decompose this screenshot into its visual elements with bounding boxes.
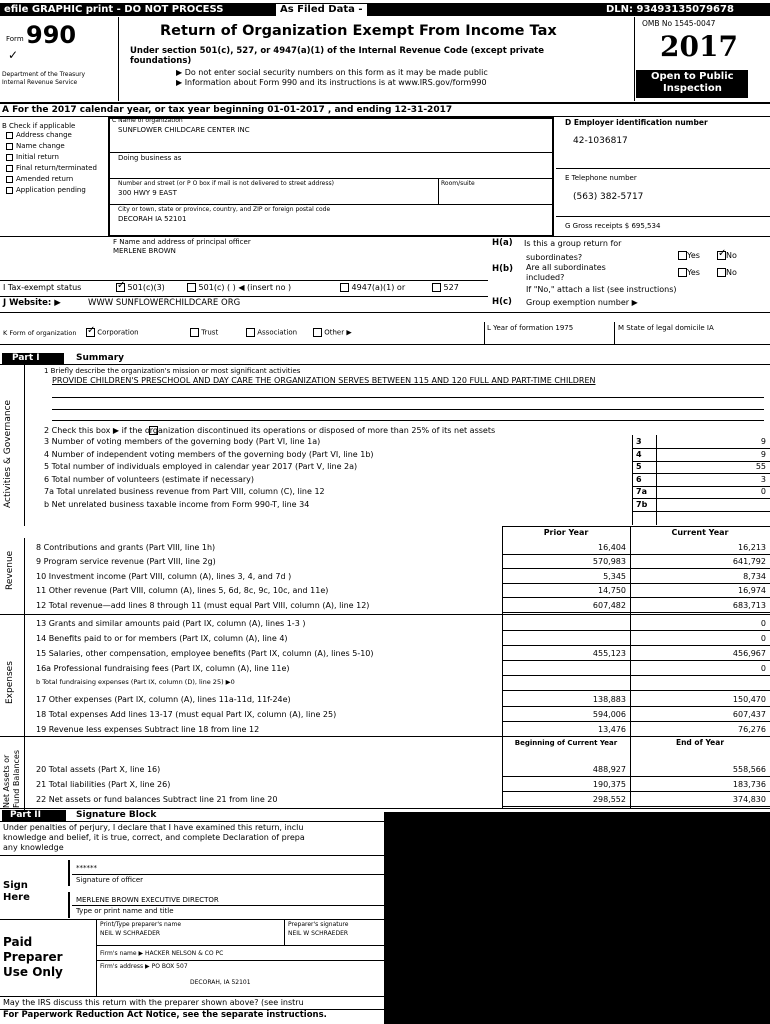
gov-line-num: 7b xyxy=(636,500,648,509)
section-b-checkbox[interactable] xyxy=(6,154,13,161)
section-b-item[interactable] xyxy=(6,142,65,150)
prep-sig-label: Preparer's signature xyxy=(288,921,349,928)
paid-label-3: Use Only xyxy=(3,965,63,979)
penalty-2: knowledge and belief, it is true, correct, and complete Declaration of prepa xyxy=(3,833,305,842)
mission-line-2 xyxy=(52,397,764,398)
form-title: Return of Organization Exempt From Income Tax xyxy=(160,23,557,39)
hb-no-checkbox[interactable] xyxy=(717,268,726,277)
section-b-label: Name change xyxy=(16,142,65,150)
corporation-checkbox[interactable] xyxy=(86,328,95,337)
section-b-label: Application pending xyxy=(16,186,86,194)
part1-title: Summary xyxy=(76,353,125,363)
rule-k xyxy=(0,344,770,345)
room-label: Room/suite xyxy=(441,180,475,187)
financial-line-rule xyxy=(502,736,770,737)
tax-year: 2017 xyxy=(660,30,738,63)
hc-label: H(c) xyxy=(492,297,512,307)
financial-line-prior: 594,006 xyxy=(592,709,626,719)
side-divider-gov xyxy=(24,365,25,526)
as-filed-label: As Filed Data - xyxy=(276,4,367,16)
fin-col-divider-2 xyxy=(630,526,631,808)
section-b-checkbox[interactable] xyxy=(6,143,13,150)
financial-line-current: 0 xyxy=(760,664,766,674)
rule-rev-exp xyxy=(0,614,770,615)
ha-text2: subordinates? xyxy=(526,253,583,262)
section-b-label: Address change xyxy=(16,131,72,139)
status-501c3[interactable] xyxy=(116,283,165,292)
paid-label-2: Preparer xyxy=(3,950,63,964)
financial-line-current: 8,734 xyxy=(743,571,766,581)
financial-line-text: 20 Total assets (Part X, line 16) xyxy=(36,765,161,774)
website-label: J Website: ▶ xyxy=(3,298,61,308)
year-formation: L Year of formation 1975 xyxy=(487,324,574,332)
sign-marker-1 xyxy=(68,860,70,886)
ha-label: H(a) xyxy=(492,238,513,248)
ha-no-label: No xyxy=(726,251,737,260)
section-b-label: Final return/terminated xyxy=(16,164,97,172)
financial-line-text: 17 Other expenses (Part IX, column (A), lines 11a-11d, 11f-24e) xyxy=(36,694,291,704)
gov-line-text: 7a Total unrelated business revenue from Part VIII, column (C), line 12 xyxy=(44,487,325,497)
section-b-item[interactable] xyxy=(6,131,72,139)
city-label: City or town, state or province, country, and ZIP or foreign postal code xyxy=(118,206,331,213)
financial-line-text: 22 Net assets or fund balances Subtract line 21 from line 20 xyxy=(36,794,278,804)
status-4947[interactable] xyxy=(340,283,405,292)
financial-line-text: b Total fundraising expenses (Part IX, column (D), line 25) ▶0 xyxy=(36,678,235,687)
divider-l xyxy=(484,322,485,344)
org-trust[interactable] xyxy=(190,328,218,337)
financial-line-rule xyxy=(502,597,770,598)
gov-col-divider-1 xyxy=(632,435,633,525)
gov-line-text: 3 Number of voting members of the governing body (Part VI, line 1a) xyxy=(44,437,321,446)
dept-irs: Internal Revenue Service xyxy=(2,79,78,86)
line-a: A For the 2017 calendar year, or tax year beginning 01-01-2017 , and ending 12-31-2017 xyxy=(2,105,453,115)
part1-tag: Part I xyxy=(12,353,40,363)
financial-line-prior: 5,345 xyxy=(603,571,626,581)
rule-phone xyxy=(556,216,770,217)
header-divider-left xyxy=(118,17,119,101)
efile-label: efile GRAPHIC print - DO NOT PROCESS xyxy=(4,4,224,15)
financial-line-current: 16,213 xyxy=(738,543,766,552)
side-revenue: Revenue xyxy=(5,550,15,590)
corporation-label: Corporation xyxy=(97,328,139,337)
other-label: Other ▶ xyxy=(324,328,352,337)
financial-line-rule xyxy=(502,645,770,646)
form-label: Form xyxy=(6,35,24,43)
hb-text: Are all subordinates xyxy=(526,263,606,272)
officer-name-label: Type or print name and title xyxy=(76,907,174,915)
financial-line-prior: 14,750 xyxy=(598,586,626,596)
prep-name-label: Print/Type preparer's name xyxy=(100,921,182,928)
status-4947-checkbox[interactable] xyxy=(340,283,349,292)
financial-line-rule xyxy=(502,612,770,613)
side-expenses: Expenses xyxy=(5,661,15,704)
rule-paid xyxy=(0,996,384,997)
officer-value: MERLENE BROWN xyxy=(113,247,176,255)
financial-line-text: 10 Investment income (Part VIII, column (A), lines 3, 4, and 7d ) xyxy=(36,571,292,581)
gov-line-value: 3 xyxy=(760,474,766,484)
hb-yes-checkbox[interactable] xyxy=(678,268,687,277)
rule-col-header xyxy=(502,526,770,527)
gov-line-num: 3 xyxy=(636,437,642,446)
section-b-item[interactable] xyxy=(6,175,73,183)
org-name: SUNFLOWER CHILDCARE CENTER INC xyxy=(118,126,250,134)
divider-m xyxy=(614,322,615,344)
financial-line-prior: 138,883 xyxy=(592,694,626,704)
financial-line-text: 14 Benefits paid to or for members (Part IX, column (A), line 4) xyxy=(36,634,288,644)
section-b-checkbox[interactable] xyxy=(6,176,13,183)
paid-label-1: Paid xyxy=(3,935,33,949)
financial-line-rule xyxy=(502,675,770,676)
financial-line-rule xyxy=(502,776,770,777)
state-domicile: M State of legal domicile IA xyxy=(618,324,714,332)
rule-street xyxy=(110,178,552,179)
section-b-label: Amended return xyxy=(16,175,74,183)
financial-line-text: 18 Total expenses Add lines 13-17 (must equal Part IX, column (A), line 25) xyxy=(36,709,337,719)
rule-i xyxy=(0,296,488,297)
form-number: 990 xyxy=(26,21,77,49)
financial-line-prior: 13,476 xyxy=(598,724,626,734)
phone-value: (563) 382-5717 xyxy=(573,192,644,202)
prep-name: NEIL W SCHRAEDER xyxy=(100,930,161,937)
financial-line-rule xyxy=(502,690,770,691)
org-name-label: C Name of organization xyxy=(112,117,183,124)
ha-yes-checkbox[interactable] xyxy=(678,251,687,260)
dba-label: Doing business as xyxy=(118,154,182,162)
rule-prep xyxy=(96,945,384,946)
financial-line-text: 16a Professional fundraising fees (Part IX, column (A), line 11e) xyxy=(36,664,290,674)
ha-no-checkbox[interactable] xyxy=(717,251,726,260)
status-527-checkbox[interactable] xyxy=(432,283,441,292)
penalty-1: Under penalties of perjury, I declare that I have examined this return, inclu xyxy=(3,823,304,832)
rule-firm xyxy=(96,960,384,961)
rule-sign xyxy=(0,919,384,920)
gov-line-value: 55 xyxy=(755,462,766,472)
dln-label: DLN: 93493135079678 xyxy=(606,4,734,15)
financial-line-current: 0 xyxy=(760,634,766,644)
rule-c xyxy=(0,236,770,237)
association-checkbox[interactable] xyxy=(246,328,255,337)
financial-line-current: 607,437 xyxy=(732,709,766,719)
gov-line-rule xyxy=(632,511,770,512)
financial-line-current: 641,792 xyxy=(732,557,766,567)
penalty-3: any knowledge xyxy=(3,843,64,852)
hb-no-label: No xyxy=(726,268,737,277)
financial-line-current: 374,830 xyxy=(732,794,766,804)
financial-line-current: 0 xyxy=(760,619,766,628)
status-501c[interactable] xyxy=(187,283,291,292)
gov-line-rule xyxy=(632,498,770,499)
financial-line-rule xyxy=(502,630,770,631)
section-b-title: B Check if applicable xyxy=(2,122,76,130)
rule-dba xyxy=(110,152,552,153)
financial-line-text: 12 Total revenue—add lines 8 through 11 (must equal Part VIII, column (A), line 12) xyxy=(36,600,370,610)
financial-line-prior: 190,375 xyxy=(592,779,626,789)
financial-line-prior: 16,404 xyxy=(598,543,626,552)
paperwork-notice: For Paperwork Reduction Act Notice, see the separate instructions. xyxy=(3,1010,327,1020)
status-501c-label: 501(c) ( ) ◀ (insert no ) xyxy=(198,283,292,292)
rule-penalty xyxy=(0,855,384,856)
sig-stars: ****** xyxy=(76,864,97,872)
firm-address: Firm's address ▶ PO BOX 507 xyxy=(100,963,188,970)
section-b-item[interactable] xyxy=(6,186,86,194)
gov-line-text: 4 Number of independent voting members of the governing body (Part VI, line 1b) xyxy=(44,449,374,459)
rule-city xyxy=(110,204,552,205)
mission-line-3 xyxy=(52,409,764,410)
gov-line-text: b Net unrelated business taxable income from Form 990-T, line 34 xyxy=(44,500,310,509)
part2-title: Signature Block xyxy=(76,810,157,820)
officer-label: F Name and address of principal officer xyxy=(113,238,251,246)
gov-line-text: 6 Total number of volunteers (estimate if necessary) xyxy=(44,474,254,484)
side-governance: Activities & Governance xyxy=(3,399,13,508)
form-subtitle-2: foundations) xyxy=(130,56,192,66)
financial-line-text: 11 Other revenue (Part VIII, column (A), lines 5, 6d, 8c, 9c, 10c, and 11e) xyxy=(36,586,329,596)
street-value: 300 HWY 9 EAST xyxy=(118,189,177,197)
line-2: 2 Check this box ▶ if the organization discontinued its operations or disposed of more than 25% of its net assets xyxy=(44,426,496,435)
col-current-year: Current Year xyxy=(671,528,729,537)
rule-part1 xyxy=(0,364,770,365)
dept-treasury: Department of the Treasury xyxy=(2,71,86,78)
financial-line-text: 9 Program service revenue (Part VIII, line 2g) xyxy=(36,557,216,567)
omb-number: OMB No 1545-0047 xyxy=(642,19,716,28)
financial-line-prior: 455,123 xyxy=(592,649,626,659)
financial-line-rule xyxy=(502,806,770,807)
mission-label: 1 Briefly describe the organization's mission or most significant activities xyxy=(44,367,301,375)
col-begin-year: Beginning of Current Year xyxy=(514,739,618,747)
status-501c3-checkbox[interactable] xyxy=(116,283,125,292)
paid-divider xyxy=(96,920,97,996)
status-527[interactable] xyxy=(432,283,459,292)
financial-line-text: 8 Contributions and grants (Part VIII, line 1h) xyxy=(36,543,216,552)
website-value[interactable]: WWW SUNFLOWERCHILDCARE ORG xyxy=(88,298,241,308)
gov-line-num: 7a xyxy=(636,487,647,497)
redacted-area xyxy=(384,812,770,1024)
hc-text: Group exemption number ▶ xyxy=(526,298,638,307)
ein-label: D Employer identification number xyxy=(565,118,708,127)
section-b-item[interactable] xyxy=(6,164,97,172)
gov-line-value: 9 xyxy=(760,449,766,459)
firm-city: DECORAH, IA 52101 xyxy=(190,979,251,986)
city-value: DECORAH IA 52101 xyxy=(118,215,187,223)
mission-line-4 xyxy=(52,420,764,421)
financial-line-prior: 298,552 xyxy=(592,794,626,804)
financial-line-current: 150,470 xyxy=(732,694,766,704)
section-b-checkbox[interactable] xyxy=(6,165,13,172)
status-4947-label: 4947(a)(1) or xyxy=(351,283,406,292)
form-org-label: K Form of organization xyxy=(3,329,77,337)
col-end-year: End of Year xyxy=(675,738,725,747)
rule-part2 xyxy=(0,808,770,809)
rule-part2-title xyxy=(0,821,384,822)
other-checkbox[interactable] xyxy=(313,328,322,337)
financial-line-current: 76,276 xyxy=(738,724,766,734)
gross-receipts: G Gross receipts $ 695,534 xyxy=(565,222,661,230)
gov-col-divider-2 xyxy=(656,435,657,525)
sign-label-2: Here xyxy=(3,892,30,903)
financial-line-current: 183,736 xyxy=(732,779,766,789)
form-subtitle-1: Under section 501(c), 527, or 4947(a)(1) of the Internal Revenue Code (except private xyxy=(130,46,545,56)
financial-line-prior: 488,927 xyxy=(592,765,626,774)
sign-marker-2 xyxy=(68,892,70,918)
rule-ein xyxy=(556,168,770,169)
financial-line-rule xyxy=(502,583,770,584)
instruction-1: ▶ Do not enter social security numbers on this form as it may be made public xyxy=(176,68,488,77)
gov-line-num: 5 xyxy=(636,462,642,472)
financial-line-rule xyxy=(502,721,770,722)
gov-line-text: 5 Total number of individuals employed in calendar year 2017 (Part V, line 2a) xyxy=(44,462,358,472)
rule-officer-name xyxy=(72,905,384,906)
phone-label: E Telephone number xyxy=(565,174,637,182)
mission-value: PROVIDE CHILDREN'S PRESCHOOL AND DAY CARE THE ORGANIZATION SERVES BETWEEN 115 AND 120 FULL AND PART-TIME CHILDREN xyxy=(52,376,596,385)
financial-line-current: 16,974 xyxy=(738,586,766,596)
side-net-1: Net Assets or xyxy=(2,754,11,808)
hb-text2: included? xyxy=(526,273,565,282)
open-inspection-2: Inspection xyxy=(663,83,722,94)
financial-line-prior: 607,482 xyxy=(592,600,626,610)
gov-line-num: 6 xyxy=(636,474,642,484)
sign-label-1: Sign xyxy=(3,880,28,891)
financial-line-current: 683,713 xyxy=(732,600,766,610)
financial-line-text: 13 Grants and similar amounts paid (Part IX, column (A), lines 1-3 ) xyxy=(36,619,306,628)
financial-line-prior: 570,983 xyxy=(592,557,626,567)
financial-line-current: 456,967 xyxy=(732,649,766,659)
section-b-label: Initial return xyxy=(16,153,59,161)
prep-sig: NEIL W SCHRAEDER xyxy=(288,930,349,937)
financial-line-current: 558,566 xyxy=(732,765,766,774)
rule-sig xyxy=(72,874,384,875)
hb-note: If "No," attach a list (see instructions) xyxy=(526,285,677,294)
hb-no[interactable] xyxy=(717,268,737,277)
ha-no[interactable] xyxy=(717,251,737,260)
discuss-question: May the IRS discuss this return with the preparer shown above? (see instru xyxy=(3,998,304,1007)
status-501c3-label: 501(c)(3) xyxy=(127,283,165,292)
hb-label: H(b) xyxy=(492,264,513,274)
rule-j xyxy=(0,312,770,313)
prep-sig-divider xyxy=(284,920,285,945)
instruction-2: ▶ Information about Form 990 and its instructions is at www.IRS.gov/form990 xyxy=(176,78,487,87)
status-501c-checkbox[interactable] xyxy=(187,283,196,292)
trust-checkbox[interactable] xyxy=(190,328,199,337)
tax-status-label: I Tax-exempt status xyxy=(3,283,82,292)
discontinued-checkbox[interactable] xyxy=(149,426,158,435)
org-association[interactable] xyxy=(246,328,297,337)
officer-name: MERLENE BROWN EXECUTIVE DIRECTOR xyxy=(76,896,219,904)
financial-line-text: 19 Revenue less expenses Subtract line 18 from line 12 xyxy=(36,724,260,734)
association-label: Association xyxy=(257,328,298,337)
financial-line-text: 21 Total liabilities (Part X, line 26) xyxy=(36,779,171,789)
financial-line-rule xyxy=(502,660,770,661)
rule-f xyxy=(0,280,488,281)
gov-line-value: 9 xyxy=(760,437,766,446)
header-divider-right xyxy=(634,17,635,101)
status-527-label: 527 xyxy=(443,283,459,292)
financial-line-rule xyxy=(502,554,770,555)
part2-tag: Part II xyxy=(10,810,41,820)
section-b-checkbox[interactable] xyxy=(6,187,13,194)
section-b-item[interactable] xyxy=(6,153,59,161)
financial-line-rule xyxy=(502,791,770,792)
street-label: Number and street (or P O box if mail is not delivered to street address) xyxy=(118,180,334,187)
trust-label: Trust xyxy=(201,328,219,337)
org-other[interactable] xyxy=(313,328,352,337)
financial-line-text: 15 Salaries, other compensation, employee benefits (Part IX, column (A), lines 5-10) xyxy=(36,649,374,659)
gov-line-value: 0 xyxy=(760,487,766,497)
room-divider xyxy=(438,178,439,204)
financial-line-rule xyxy=(502,706,770,707)
ha-text: Is this a group return for xyxy=(524,239,622,248)
side-net-2: Fund Balances xyxy=(12,750,21,808)
hb-yes-label: Yes xyxy=(687,268,700,277)
org-corporation[interactable] xyxy=(86,328,139,337)
ha-yes[interactable] xyxy=(678,251,700,260)
irs-eagle-icon: ✓ xyxy=(8,48,19,62)
open-inspection-1: Open to Public xyxy=(651,71,734,82)
ein-value: 42-1036817 xyxy=(573,136,628,146)
ha-yes-label: Yes xyxy=(687,251,700,260)
col-prior-year: Prior Year xyxy=(543,528,589,537)
firm-name: Firm's name ▶ HACKER NELSON & CO PC xyxy=(100,950,224,957)
fin-col-divider-1 xyxy=(502,526,503,808)
hb-yes[interactable] xyxy=(678,268,700,277)
section-b-checkbox[interactable] xyxy=(6,132,13,139)
sig-label: Signature of officer xyxy=(76,876,144,884)
side-divider-fin xyxy=(24,538,25,810)
rule-header xyxy=(0,102,770,104)
financial-line-rule xyxy=(502,568,770,569)
gov-line-num: 4 xyxy=(636,449,642,459)
